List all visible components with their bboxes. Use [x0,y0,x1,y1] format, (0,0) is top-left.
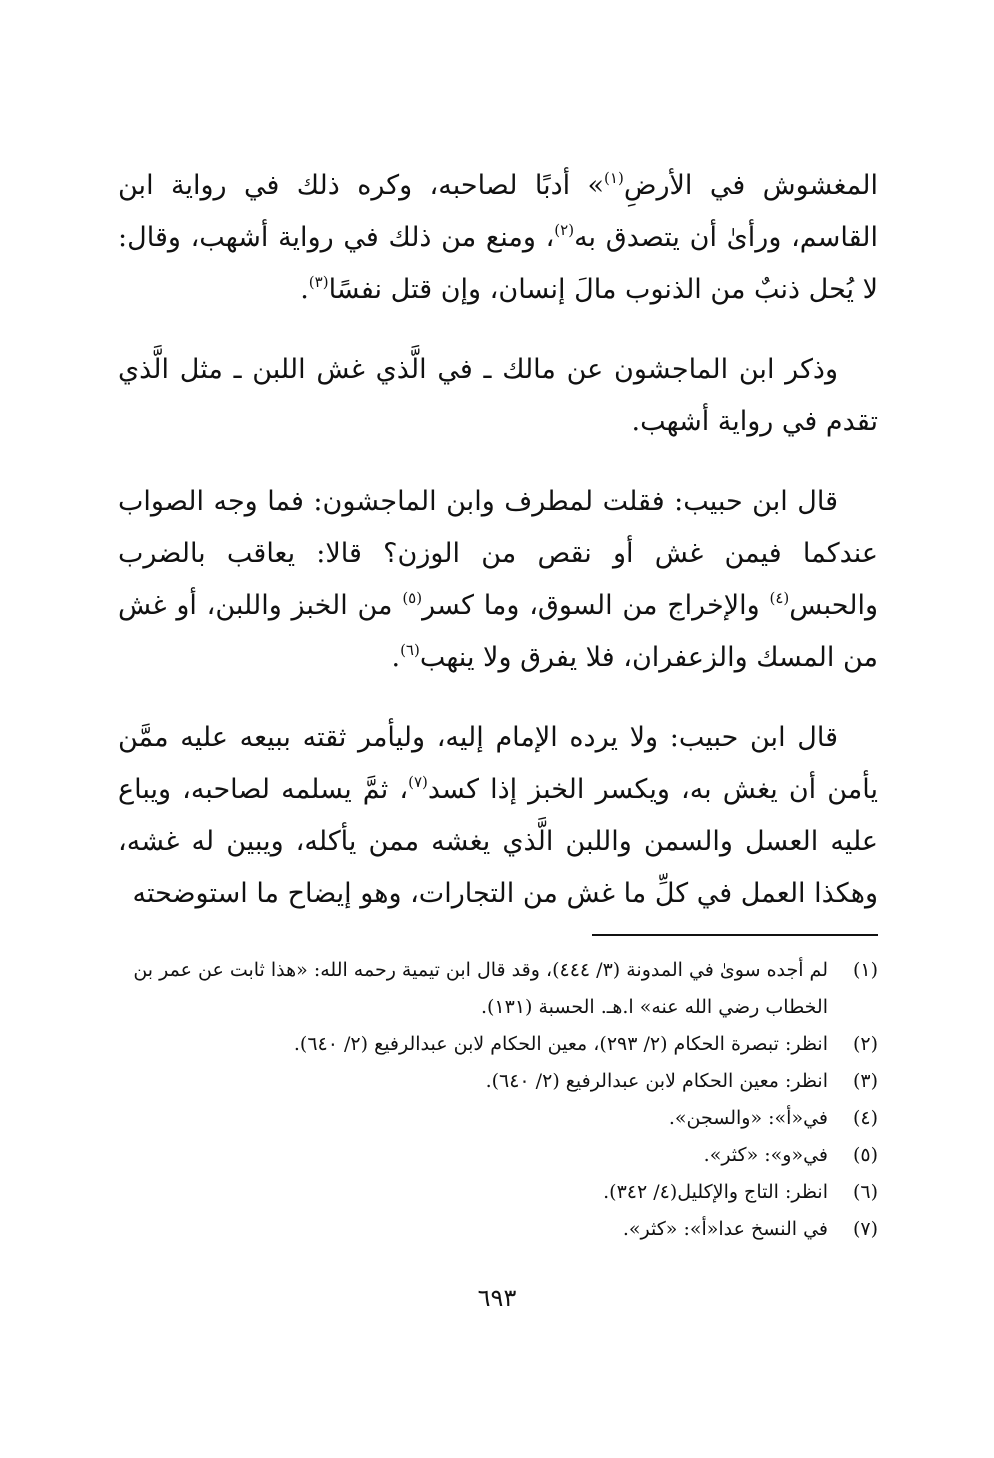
footnote-ref: (١) [604,169,624,187]
text-segment: والإخراج من السوق، وما كسر [422,590,770,621]
footnote-ref: (٢) [554,221,575,239]
footnote-separator [592,934,878,936]
footnote-text: انظر: التاج والإكليل(٤/ ٣٤٢). [603,1181,828,1203]
footnote-text: في«أ»: «والسجن». [668,1107,828,1129]
footnote-number: (٥) [852,1144,878,1166]
footnote-number: (٦) [852,1181,878,1203]
footnote-text: في«و»: «كثر». [703,1144,828,1166]
main-text [118,160,878,948]
text-segment: قال ابن حبيب: فقلت لمطرف وابن الماجشون: فما وجه الصواب عندكما فيمن غش أو نقص من الوزن؟ قالا: يعاقب بالضرب والحبس [118,486,879,621]
page-number: ٦٩٣ [477,1284,517,1312]
footnote-text: لم أجده سوىٰ في المدونة (٣/ ٤٤٤)، وقد قال ابن تيمية رحمه الله: «هذا ثابت عن عمر بن الخطاب رضي الله عنه» ا.هـ. الحسبة (١٣١). [133,959,828,1018]
footnote-text: انظر: تبصرة الحكام (٢/ ٢٩٣)، معين الحكام لابن عبدالرفيع (٢/ ٦٤٠). [293,1033,828,1055]
footnote-ref: (٦) [400,641,420,659]
text-segment: المغشوش في الأرضِ [623,170,878,201]
footnote-ref: (٤) [769,589,790,607]
footnote-ref: (٣) [308,273,329,291]
footnote [118,1211,878,1248]
paragraph [118,712,878,920]
footnote-ref: (٥) [402,589,423,607]
footnote-number: (٤) [852,1107,878,1129]
footnote-text: في النسخ عدا«أ»: «كثر». [622,1218,828,1240]
footnote [118,952,878,1026]
paragraph [118,476,878,684]
footnote-number: (٧) [852,1218,878,1240]
text-segment: . [300,274,309,305]
footnote [118,1137,878,1174]
text-segment: . [391,642,401,673]
footnote [118,1063,878,1100]
text-segment: » أدبًا لصاحبه، وكره ذلك في رواية ابن القاسم، ورأىٰ أن يتصدق به [118,170,878,253]
text-segment: وذكر ابن الماجشون عن مالك ـ في الَّذي غش اللبن ـ مثل الَّذي تقدم في رواية أشهب. [118,354,878,437]
footnote [118,1174,878,1211]
footnote-ref: (٧) [408,773,428,791]
footnote-text: انظر: معين الحكام لابن عبدالرفيع (٢/ ٦٤٠). [485,1070,828,1092]
text-segment: ، ومنع من ذلك في رواية أشهب، وقال: لا يُحل ذنبٌ من الذنوب مالَ إنسان، وإن قتل نفسًا [118,222,878,305]
text-segment: ، ثمَّ يسلمه لصاحبه، ويباع عليه العسل والسمن واللبن الَّذي يغشه ممن يأكله، ويبين له غشه، وهكذا العمل في كلِّ ما غش من التجارات، وهو إيضاح ما استوضحته [118,774,878,909]
text-segment: من الخبز واللبن، أو غش من المسك والزعفران، فلا يفرق ولا ينهب [118,590,878,673]
footnote-number: (٣) [852,1070,878,1092]
footnote-number: (٢) [852,1033,878,1055]
paragraph [118,344,878,448]
footnote [118,1100,878,1137]
footnotes [118,952,878,1248]
paragraph [118,160,878,316]
text-segment: قال ابن حبيب: ولا يرده الإمام إليه، وليأمر ثقته ببيعه عليه ممَّن يأمن أن يغش به، ويكسر الخبز إذا كسد [118,722,878,805]
footnote-number: (١) [852,959,878,981]
footnote [118,1026,878,1063]
